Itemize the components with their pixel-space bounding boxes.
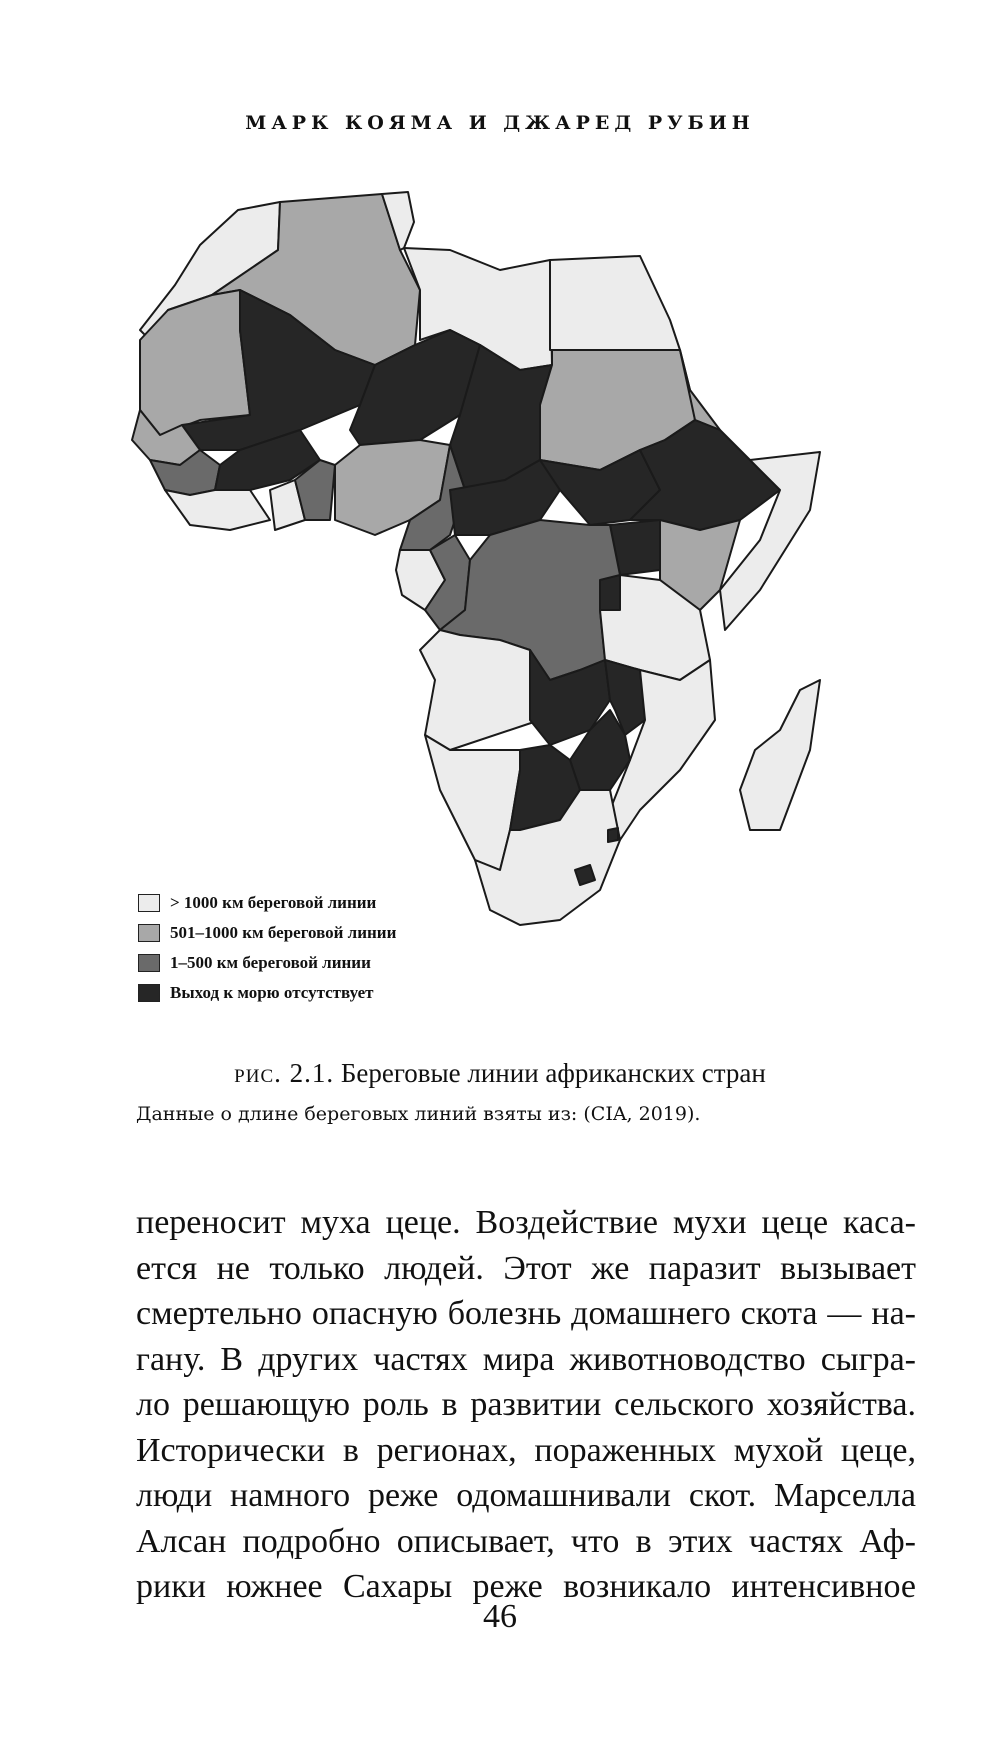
region-ivory-coast (165, 490, 270, 530)
region-egypt (550, 256, 680, 350)
body-line: ется не только людей. Этот же паразит вызывает (136, 1249, 916, 1287)
page-number: 46 (483, 1598, 517, 1635)
body-line: люди намного реже одомашнивали скот. Марселла (136, 1477, 916, 1514)
legend-label: 501–1000 км береговой линии (170, 923, 397, 942)
region-angola (420, 630, 540, 750)
body-line: Исторически в регионах, пораженных мухой цеце, (136, 1431, 916, 1469)
legend-label: > 1000 км береговой линии (170, 893, 377, 912)
legend-item-landlocked (138, 978, 396, 1008)
map-legend (138, 888, 396, 1008)
figure-caption (0, 1058, 1000, 1089)
legend-swatch-gt1000 (138, 894, 160, 912)
body-line: гану. В других частях мира животноводство сыгра- (136, 1340, 916, 1378)
body-line: смертельно опасную болезнь домашнего скота — на- (136, 1295, 916, 1332)
legend-item-1-500 (138, 948, 396, 978)
figure-title: Береговые линии африканских стран (340, 1058, 766, 1088)
body-line: Алсан подробно описывает, что в этих частях Аф- (136, 1522, 916, 1560)
figure-source: Данные о длине береговых линий взяты из: (CIA, 2019). (136, 1103, 701, 1125)
legend-label: 1–500 км береговой линии (170, 953, 371, 972)
legend-label: Выход к морю отсутствует (170, 983, 374, 1002)
legend-swatch-501-1000 (138, 924, 160, 942)
figure-label: рис. 2.1. (234, 1058, 335, 1088)
legend-swatch-landlocked (138, 984, 160, 1002)
region-lesotho (575, 865, 595, 885)
body-line: переносит муха цеце. Воздействие мухи цеце каса- (136, 1204, 916, 1241)
region-rwanda-burundi (600, 575, 620, 610)
region-eswatini (608, 828, 618, 842)
legend-swatch-1-500 (138, 954, 160, 972)
body-line: ло решающую роль в развитии сельского хозяйства. (136, 1386, 916, 1423)
legend-item-gt1000 (138, 888, 396, 918)
body-line: рики южнее Сахары реже возникало интенсивное (136, 1568, 916, 1605)
body-paragraph (136, 1200, 916, 1610)
region-madagascar (740, 680, 820, 830)
legend-item-501-1000 (138, 918, 396, 948)
running-head: МАРК КОЯМА И ДЖАРЕД РУБИН (245, 112, 755, 134)
